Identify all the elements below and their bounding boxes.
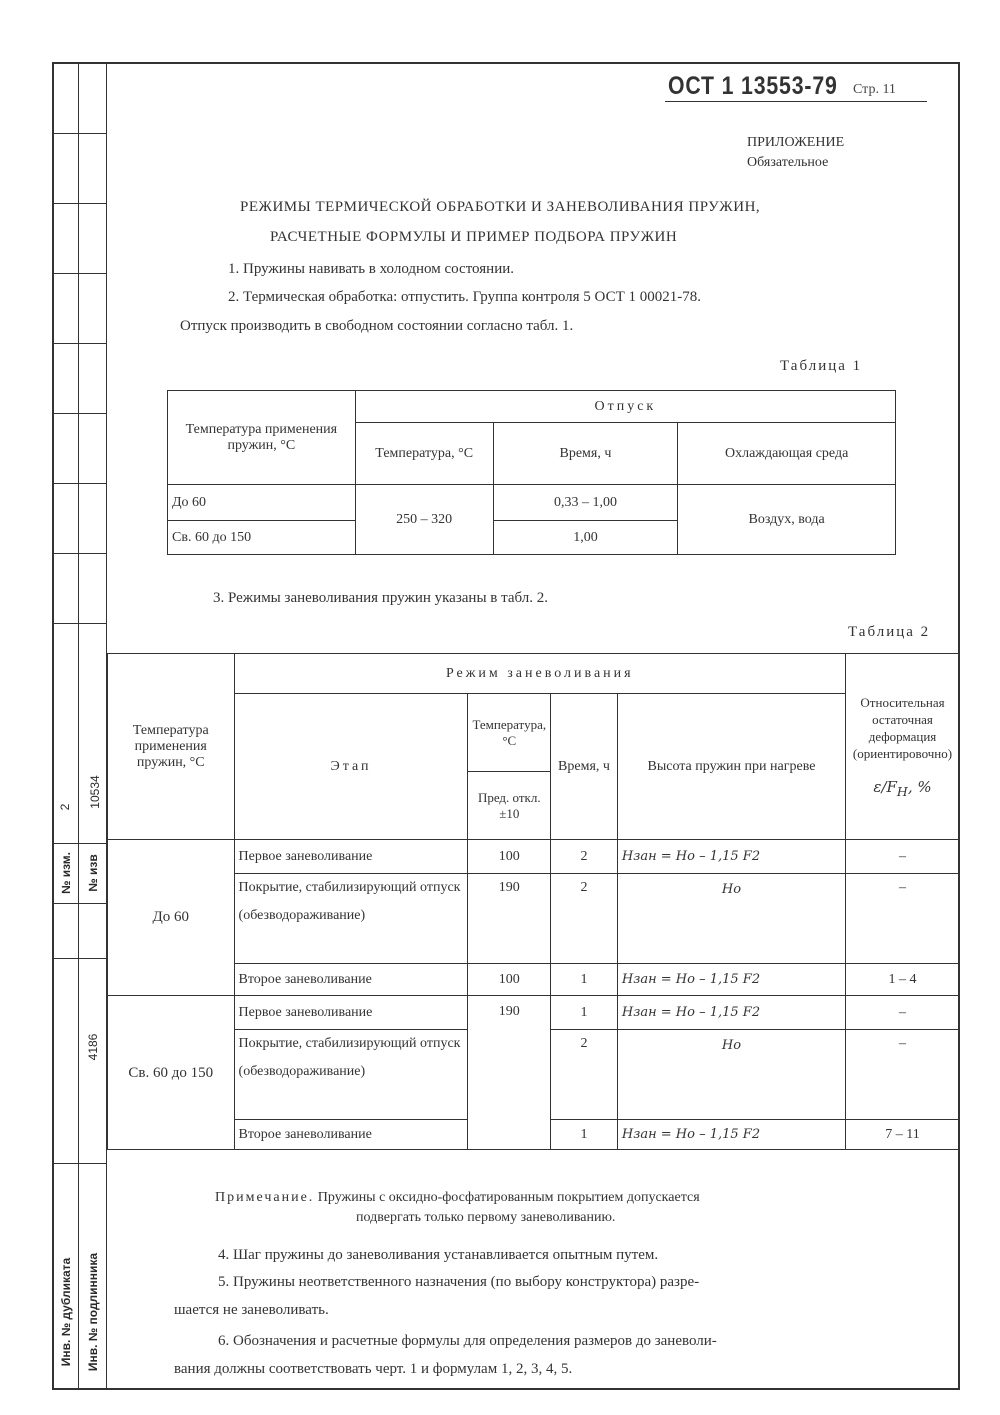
original-label: Инв. № подлинника [86, 1252, 100, 1372]
note-label: Примечание. [215, 1190, 315, 1205]
t1-row2-label: Св. 60 до 150 [168, 521, 356, 555]
t2-row3-stage: Второе заневоливание [234, 964, 468, 996]
t2-row6-stage: Второе заневоливание [234, 1120, 468, 1150]
margin-line [52, 843, 107, 844]
t2-row3-deform: 1 – 4 [846, 964, 960, 996]
t2-header-mode: Режим заневоливания [234, 654, 845, 694]
margin-line [52, 343, 107, 344]
t2-row1-time: 2 [551, 840, 618, 874]
t2-row5-deform: – [846, 1030, 960, 1120]
table1-caption: Таблица 1 [780, 358, 863, 374]
t2-row2-deform: – [846, 874, 960, 964]
t2-row5-stage: Покрытие, стабилизирующий отпуск (обезводораживание) [234, 1030, 468, 1120]
paragraph-4: 4. Шаг пружины до заневоливания устанавливается опытным путем. [218, 1247, 659, 1263]
appendix-title: ПРИЛОЖЕНИЕ [747, 135, 845, 150]
t2-row3-time: 1 [551, 964, 618, 996]
t1-medium: Воздух, вода [678, 485, 896, 555]
t1-time-2: 1,00 [493, 521, 678, 555]
duplicate-label: Инв. № дубликата [59, 1257, 73, 1367]
t1-header-temp: Температура, °С [355, 423, 493, 485]
t2-header-height: Высота пружин при нагреве [617, 694, 845, 840]
table-1 [167, 390, 896, 555]
t2-row5-height: Hо [617, 1030, 845, 1120]
t2-header-temp-use: Температура применения пружин, °С [108, 654, 235, 840]
t2-group-1: До 60 [108, 840, 235, 996]
t2-rel-sub: H [896, 783, 908, 799]
t2-row2-time: 2 [551, 874, 618, 964]
t1-header-time: Время, ч [493, 423, 678, 485]
t2-header-temp: Температура, °С [468, 694, 551, 772]
t1-header-temp-use: Температура применения пружин, °С [168, 391, 356, 485]
t2-row5-time: 2 [551, 1030, 618, 1120]
original-number: 4186 [86, 1033, 100, 1061]
notice-label: № изв [86, 854, 100, 892]
t2-rel-symbol: ε/F [873, 777, 897, 796]
t2-row6-height: Hзан = Hо – 1,15 F2 [617, 1120, 845, 1150]
note-text-1: Пружины с оксидно-фосфатированным покрытием допускается [317, 1190, 700, 1205]
t1-row1-label: До 60 [168, 485, 356, 521]
change-number: 2 [58, 803, 72, 811]
paragraph-5a: 5. Пружины неответственного назначения (по выбору конструктора) разре- [218, 1274, 700, 1290]
t1-temp-value: 250 – 320 [355, 485, 493, 555]
margin-line [52, 623, 107, 624]
t1-header-group: Отпуск [355, 391, 895, 423]
t2-header-time: Время, ч [551, 694, 618, 840]
t2-row2-temp: 190 [468, 874, 551, 964]
paragraph-5b: шается не заневоливать. [174, 1302, 329, 1318]
t2-row4-stage: Первое заневоливание [234, 996, 468, 1030]
change-label: № изм. [59, 852, 73, 894]
t2-header-rel-text: Относительная остаточная деформация (ориентировочно) [852, 694, 953, 761]
t2-row2-height: Hо [617, 874, 845, 964]
t2-rel-unit: , % [907, 777, 932, 796]
t2-header-rel-formula [873, 777, 932, 799]
margin-line [52, 413, 107, 414]
t2-row6-deform: 7 – 11 [846, 1120, 960, 1150]
t2-row4-temp: 190 [468, 996, 551, 1150]
t2-header-dev: Пред. откл. ±10 [468, 772, 551, 840]
appendix-subtitle: Обязательное [747, 155, 829, 170]
paragraph-2b: Отпуск производить в свободном состоянии согласно табл. 1. [180, 318, 574, 334]
table-2 [107, 653, 960, 1150]
header-underline [665, 101, 927, 102]
paragraph-6b: вания должны соответствовать черт. 1 и формулам 1, 2, 3, 4, 5. [174, 1361, 573, 1377]
margin-line [52, 133, 107, 134]
t2-row3-temp: 100 [468, 964, 551, 996]
margin-line [52, 903, 107, 904]
t2-row4-time: 1 [551, 996, 618, 1030]
margin-line [52, 273, 107, 274]
note-line-2: подвергать только первому заневоливанию. [356, 1210, 616, 1225]
heading-line-1: РЕЖИМЫ ТЕРМИЧЕСКОЙ ОБРАБОТКИ И ЗАНЕВОЛИВАНИЯ ПРУЖИН, [240, 199, 761, 215]
t1-time-1: 0,33 – 1,00 [493, 485, 678, 521]
t2-row1-temp: 100 [468, 840, 551, 874]
notice-number: 10534 [88, 775, 102, 809]
paragraph-6a: 6. Обозначения и расчетные формулы для определения размеров до заневоли- [218, 1333, 717, 1349]
t2-row3-height: Hзан = Hо – 1,15 F2 [617, 964, 845, 996]
margin-line [52, 203, 107, 204]
t2-group-2: Св. 60 до 150 [108, 996, 235, 1150]
t2-row6-time: 1 [551, 1120, 618, 1150]
margin-line [52, 553, 107, 554]
paragraph-3: 3. Режимы заневоливания пружин указаны в табл. 2. [213, 590, 549, 606]
paragraph-2a: 2. Термическая обработка: отпустить. Группа контроля 5 ОСТ 1 00021-78. [228, 289, 701, 305]
margin-col-outer [52, 62, 79, 1390]
t2-row1-stage: Первое заневоливание [234, 840, 468, 874]
margin-line [52, 958, 107, 959]
document-code: ОСТ 1 13553-79 [668, 72, 838, 100]
t2-header-stage: Этап [234, 694, 468, 840]
t2-row2-stage: Покрытие, стабилизирующий отпуск (обезводораживание) [234, 874, 468, 964]
t2-row4-height: Hзан = Hо – 1,15 F2 [617, 996, 845, 1030]
margin-line [52, 483, 107, 484]
table2-caption: Таблица 2 [848, 624, 931, 640]
t2-row4-deform: – [846, 996, 960, 1030]
t2-row1-height: Hзан = Hо – 1,15 F2 [617, 840, 845, 874]
t1-header-medium: Охлаждающая среда [678, 423, 896, 485]
margin-line [52, 1163, 107, 1164]
paragraph-1: 1. Пружины навивать в холодном состоянии. [228, 261, 515, 277]
note-line-1 [215, 1190, 700, 1206]
margin-col-inner [79, 62, 107, 1390]
page-number: Стр. 11 [853, 82, 896, 97]
t2-header-rel [846, 654, 960, 840]
t2-row1-deform: – [846, 840, 960, 874]
heading-line-2: РАСЧЕТНЫЕ ФОРМУЛЫ И ПРИМЕР ПОДБОРА ПРУЖИН [270, 229, 678, 245]
